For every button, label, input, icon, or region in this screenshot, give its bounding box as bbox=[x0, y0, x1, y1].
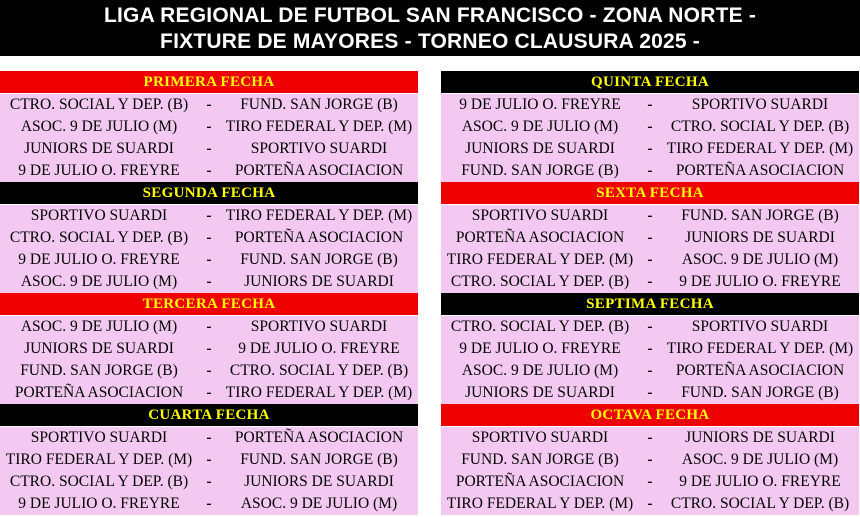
away-team: SPORTIVO SUARDI bbox=[250, 318, 388, 335]
match-row bbox=[0, 205, 418, 227]
away-team: PORTEÑA ASOCIACION bbox=[234, 162, 404, 179]
away-team: FUND. SAN JORGE (B) bbox=[240, 96, 398, 113]
round-block bbox=[441, 71, 859, 182]
home-team: JUNIORS DE SUARDI bbox=[24, 340, 174, 357]
match-separator: - bbox=[647, 118, 653, 135]
away-team: FUND. SAN JORGE (B) bbox=[681, 207, 839, 224]
match-separator: - bbox=[647, 207, 653, 224]
away-team: 9 DE JULIO O. FREYRE bbox=[679, 473, 841, 490]
home-team: 9 DE JULIO O. FREYRE bbox=[18, 495, 180, 512]
home-team: 9 DE JULIO O. FREYRE bbox=[18, 162, 180, 179]
away-team: TIRO FEDERAL Y DEP. (M) bbox=[225, 118, 413, 135]
round-block bbox=[0, 404, 418, 515]
match-row bbox=[441, 160, 859, 182]
match-separator: - bbox=[647, 384, 653, 401]
match-separator: - bbox=[206, 162, 212, 179]
away-team: 9 DE JULIO O. FREYRE bbox=[238, 340, 400, 357]
match-separator: - bbox=[647, 318, 653, 335]
away-team: PORTEÑA ASOCIACION bbox=[675, 162, 845, 179]
match-separator: - bbox=[647, 362, 653, 379]
home-team: FUND. SAN JORGE (B) bbox=[20, 362, 178, 379]
match-row bbox=[441, 338, 859, 360]
away-team: ASOC. 9 DE JULIO (M) bbox=[681, 251, 839, 268]
match-row bbox=[441, 227, 859, 249]
match-separator: - bbox=[206, 207, 212, 224]
match-row bbox=[0, 427, 418, 449]
match-row bbox=[441, 360, 859, 382]
fixture-column-left bbox=[0, 71, 418, 515]
match-separator: - bbox=[206, 384, 212, 401]
round-block bbox=[0, 293, 418, 404]
match-row bbox=[441, 449, 859, 471]
home-team: 9 DE JULIO O. FREYRE bbox=[18, 251, 180, 268]
away-team: 9 DE JULIO O. FREYRE bbox=[679, 273, 841, 290]
match-separator: - bbox=[647, 162, 653, 179]
away-team: JUNIORS DE SUARDI bbox=[685, 429, 835, 446]
match-row bbox=[0, 338, 418, 360]
away-team: JUNIORS DE SUARDI bbox=[244, 473, 394, 490]
round-header: QUINTA FECHA bbox=[441, 71, 859, 93]
away-team: FUND. SAN JORGE (B) bbox=[240, 451, 398, 468]
round-block bbox=[441, 182, 859, 293]
round-block bbox=[0, 71, 418, 182]
away-team: SPORTIVO SUARDI bbox=[691, 96, 829, 113]
match-separator: - bbox=[206, 318, 212, 335]
round-header: SEXTA FECHA bbox=[441, 182, 859, 204]
match-row bbox=[441, 271, 859, 293]
home-team: CTRO. SOCIAL Y DEP. (B) bbox=[9, 96, 189, 113]
home-team: PORTEÑA ASOCIACION bbox=[455, 473, 625, 490]
away-team: ASOC. 9 DE JULIO (M) bbox=[240, 495, 398, 512]
match-separator: - bbox=[206, 451, 212, 468]
match-separator: - bbox=[647, 140, 653, 157]
match-separator: - bbox=[206, 118, 212, 135]
match-separator: - bbox=[206, 340, 212, 357]
match-row bbox=[0, 382, 418, 404]
away-team: CTRO. SOCIAL Y DEP. (B) bbox=[670, 118, 850, 135]
page-title bbox=[0, 0, 860, 56]
match-separator: - bbox=[206, 473, 212, 490]
away-team: PORTEÑA ASOCIACION bbox=[234, 229, 404, 246]
home-team: 9 DE JULIO O. FREYRE bbox=[459, 340, 621, 357]
away-team: SPORTIVO SUARDI bbox=[250, 140, 388, 157]
home-team: FUND. SAN JORGE (B) bbox=[461, 451, 619, 468]
round-block bbox=[441, 404, 859, 515]
home-team: PORTEÑA ASOCIACION bbox=[14, 384, 184, 401]
match-row bbox=[441, 249, 859, 271]
match-separator: - bbox=[206, 429, 212, 446]
home-team: PORTEÑA ASOCIACION bbox=[455, 229, 625, 246]
home-team: CTRO. SOCIAL Y DEP. (B) bbox=[9, 229, 189, 246]
away-team: PORTEÑA ASOCIACION bbox=[675, 362, 845, 379]
round-header: OCTAVA FECHA bbox=[441, 404, 859, 426]
match-row bbox=[0, 116, 418, 138]
match-row bbox=[0, 138, 418, 160]
away-team: FUND. SAN JORGE (B) bbox=[240, 251, 398, 268]
home-team: ASOC. 9 DE JULIO (M) bbox=[20, 318, 178, 335]
match-row bbox=[441, 138, 859, 160]
match-row bbox=[0, 227, 418, 249]
round-header: PRIMERA FECHA bbox=[0, 71, 418, 93]
match-row bbox=[441, 205, 859, 227]
round-header: TERCERA FECHA bbox=[0, 293, 418, 315]
home-team: ASOC. 9 DE JULIO (M) bbox=[20, 118, 178, 135]
home-team: TIRO FEDERAL Y DEP. (M) bbox=[446, 495, 634, 512]
home-team: SPORTIVO SUARDI bbox=[30, 429, 168, 446]
home-team: 9 DE JULIO O. FREYRE bbox=[459, 96, 621, 113]
away-team: FUND. SAN JORGE (B) bbox=[681, 384, 839, 401]
match-row bbox=[0, 449, 418, 471]
match-row bbox=[441, 471, 859, 493]
home-team: SPORTIVO SUARDI bbox=[30, 207, 168, 224]
match-separator: - bbox=[647, 429, 653, 446]
match-separator: - bbox=[647, 495, 653, 512]
match-row bbox=[441, 94, 859, 116]
home-team: TIRO FEDERAL Y DEP. (M) bbox=[446, 251, 634, 268]
home-team: ASOC. 9 DE JULIO (M) bbox=[461, 118, 619, 135]
round-header: SEGUNDA FECHA bbox=[0, 182, 418, 204]
match-separator: - bbox=[647, 340, 653, 357]
match-row bbox=[0, 94, 418, 116]
home-team: SPORTIVO SUARDI bbox=[471, 207, 609, 224]
home-team: JUNIORS DE SUARDI bbox=[465, 384, 615, 401]
match-separator: - bbox=[647, 96, 653, 113]
match-row bbox=[441, 427, 859, 449]
home-team: ASOC. 9 DE JULIO (M) bbox=[20, 273, 178, 290]
match-row bbox=[0, 160, 418, 182]
away-team: TIRO FEDERAL Y DEP. (M) bbox=[666, 340, 854, 357]
home-team: CTRO. SOCIAL Y DEP. (B) bbox=[450, 318, 630, 335]
round-header: SEPTIMA FECHA bbox=[441, 293, 859, 315]
match-separator: - bbox=[206, 140, 212, 157]
home-team: ASOC. 9 DE JULIO (M) bbox=[461, 362, 619, 379]
match-row bbox=[441, 382, 859, 404]
match-separator: - bbox=[647, 273, 653, 290]
match-separator: - bbox=[206, 362, 212, 379]
away-team: PORTEÑA ASOCIACION bbox=[234, 429, 404, 446]
home-team: FUND. SAN JORGE (B) bbox=[461, 162, 619, 179]
home-team: TIRO FEDERAL Y DEP. (M) bbox=[5, 451, 193, 468]
match-row bbox=[441, 116, 859, 138]
match-row bbox=[441, 493, 859, 515]
match-separator: - bbox=[647, 451, 653, 468]
match-separator: - bbox=[206, 96, 212, 113]
away-team: TIRO FEDERAL Y DEP. (M) bbox=[225, 207, 413, 224]
match-row bbox=[0, 493, 418, 515]
match-separator: - bbox=[206, 273, 212, 290]
title-line-league: LIGA REGIONAL DE FUTBOL SAN FRANCISCO - ZONA NORTE - bbox=[103, 4, 757, 27]
home-team: JUNIORS DE SUARDI bbox=[465, 140, 615, 157]
round-block bbox=[0, 182, 418, 293]
match-row bbox=[0, 316, 418, 338]
match-separator: - bbox=[206, 495, 212, 512]
round-header: CUARTA FECHA bbox=[0, 404, 418, 426]
away-team: CTRO. SOCIAL Y DEP. (B) bbox=[670, 495, 850, 512]
title-line-fixture: FIXTURE DE MAYORES - TORNEO CLAUSURA 2025 - bbox=[160, 30, 700, 53]
match-separator: - bbox=[206, 229, 212, 246]
away-team: TIRO FEDERAL Y DEP. (M) bbox=[666, 140, 854, 157]
home-team: SPORTIVO SUARDI bbox=[471, 429, 609, 446]
away-team: JUNIORS DE SUARDI bbox=[685, 229, 835, 246]
match-separator: - bbox=[647, 473, 653, 490]
away-team: ASOC. 9 DE JULIO (M) bbox=[681, 451, 839, 468]
home-team: JUNIORS DE SUARDI bbox=[24, 140, 174, 157]
fixture-column-right bbox=[441, 71, 859, 515]
round-block bbox=[441, 293, 859, 404]
match-row bbox=[0, 471, 418, 493]
away-team: TIRO FEDERAL Y DEP. (M) bbox=[225, 384, 413, 401]
match-separator: - bbox=[206, 251, 212, 268]
away-team: CTRO. SOCIAL Y DEP. (B) bbox=[229, 362, 409, 379]
away-team: JUNIORS DE SUARDI bbox=[244, 273, 394, 290]
match-row bbox=[0, 249, 418, 271]
home-team: CTRO. SOCIAL Y DEP. (B) bbox=[450, 273, 630, 290]
away-team: SPORTIVO SUARDI bbox=[691, 318, 829, 335]
match-row bbox=[0, 271, 418, 293]
match-row bbox=[441, 316, 859, 338]
match-row bbox=[0, 360, 418, 382]
home-team: CTRO. SOCIAL Y DEP. (B) bbox=[9, 473, 189, 490]
match-separator: - bbox=[647, 251, 653, 268]
match-separator: - bbox=[647, 229, 653, 246]
